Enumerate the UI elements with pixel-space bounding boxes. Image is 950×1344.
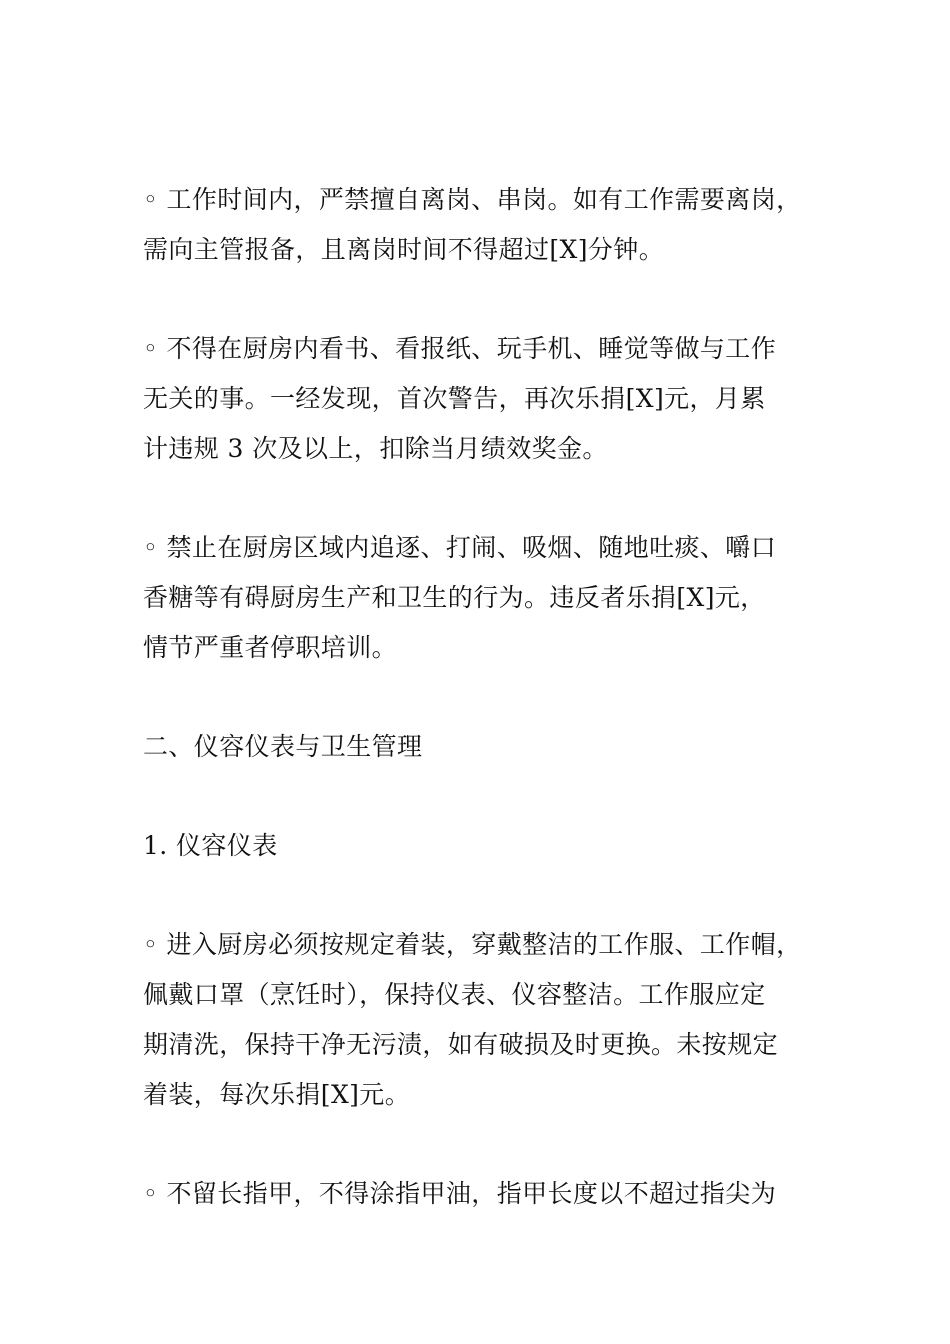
text-line-5: 计违规 3 次及以上，扣除当月绩效奖金。 bbox=[143, 434, 608, 463]
text-line-14: 着装，每次乐捐[X]元。 bbox=[143, 1080, 411, 1109]
text-line-12: 佩戴口罩（烹饪时），保持仪表、仪容整洁。工作服应定 bbox=[143, 980, 766, 1009]
text-line-15: ◦ 不留长指甲，不得涂指甲油，指甲长度以不超过指尖为 bbox=[143, 1179, 777, 1208]
text-line-3: ◦ 不得在厨房内看书、看报纸、玩手机、睡觉等做与工作 bbox=[143, 334, 777, 363]
text-line-13: 期清洗，保持干净无污渍，如有破损及时更换。未按规定 bbox=[143, 1030, 779, 1059]
text-line-1: ◦ 工作时间内，严禁擅自离岗、串岗。如有工作需要离岗， bbox=[143, 185, 802, 214]
section-heading: 二、仪容仪表与卫生管理 bbox=[143, 732, 423, 761]
text-line-4: 无关的事。一经发现，首次警告，再次乐捐[X]元，月累 bbox=[143, 384, 766, 413]
text-line-7: 香糖等有碍厨房生产和卫生的行为。违反者乐捐[X]元， bbox=[143, 583, 766, 612]
text-line-8: 情节严重者停职培训。 bbox=[143, 633, 398, 662]
text-line-2: 需向主管报备，且离岗时间不得超过[X]分钟。 bbox=[143, 235, 665, 264]
text-line-6: ◦ 禁止在厨房区域内追逐、打闹、吸烟、随地吐痰、嚼口 bbox=[143, 533, 777, 562]
text-line-11: ◦ 进入厨房必须按规定着装，穿戴整洁的工作服、工作帽， bbox=[143, 930, 802, 959]
subsection-heading: 1. 仪容仪表 bbox=[143, 831, 278, 860]
